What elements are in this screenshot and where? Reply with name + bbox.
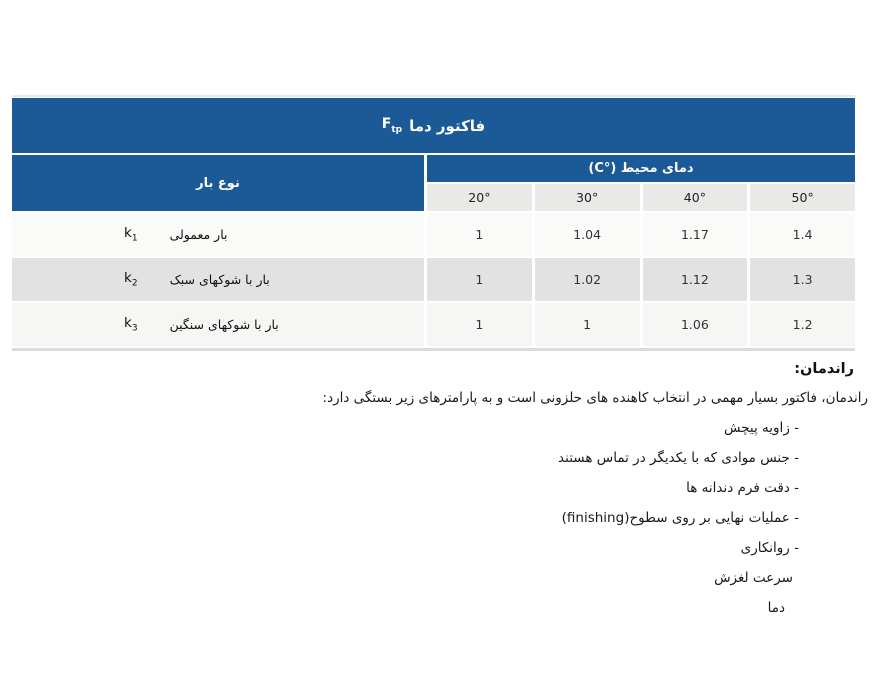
load-type-header-cell: نوع بار <box>12 155 424 211</box>
table-title-symbol: $F_{tp}$ <box>381 116 403 135</box>
load-type-cell <box>12 303 424 346</box>
temp-column-header-30: 30° <box>535 184 640 211</box>
value-cell: 1 <box>535 303 640 346</box>
table-bottom-border <box>12 348 855 351</box>
value-cell: 1.02 <box>535 258 640 301</box>
row-symbol-k3: $k_3$ <box>124 315 138 334</box>
value-cell: 1 <box>427 213 532 256</box>
efficiency-section <box>0 355 877 623</box>
efficiency-item-sliding-speed: سرعت لغزش <box>714 570 793 586</box>
efficiency-item-temperature: دما <box>767 600 785 616</box>
temp-column-header-50: 50° <box>750 184 855 211</box>
value-cell: 1 <box>427 258 532 301</box>
ambient-temp-header-cell: دمای محیط (°C) <box>427 155 855 182</box>
value-cell: 1.06 <box>643 303 748 346</box>
efficiency-intro: راندمان، فاکتور بسیار مهمی در انتخاب کاهنده های حلزونی است و به پارامترهای زیر بستگی دارد: <box>322 390 868 406</box>
row-label: بار با شوکهای سبک <box>169 272 270 287</box>
load-type-cell <box>12 213 424 256</box>
value-cell: 1.2 <box>750 303 855 346</box>
table-row-k1 <box>12 213 855 256</box>
table-top-border <box>12 95 855 97</box>
value-cell: 1 <box>427 303 532 346</box>
value-cell: 1.4 <box>750 213 855 256</box>
table-row-k3 <box>12 303 855 346</box>
efficiency-bullet-lubrication: - روانکاری <box>740 540 799 556</box>
efficiency-bullet-finishing: - عملیات نهایی بر روی سطوح(finishing) <box>561 510 799 526</box>
value-cell: 1.17 <box>643 213 748 256</box>
value-cell: 1.12 <box>643 258 748 301</box>
row-symbol-k1: $k_1$ <box>124 225 138 244</box>
temperature-factor-table <box>12 95 855 351</box>
temp-columns-row <box>427 184 855 211</box>
temp-header-group <box>427 155 855 211</box>
value-cell: 1.04 <box>535 213 640 256</box>
table-title <box>12 98 855 153</box>
temp-column-header-20: 20° <box>427 184 532 211</box>
row-label: بار معمولی <box>169 227 228 242</box>
temp-column-header-40: 40° <box>643 184 748 211</box>
row-label: بار با شوکهای سنگین <box>169 317 279 332</box>
load-type-cell <box>12 258 424 301</box>
efficiency-bullet-helix-angle: - زاویه پیچش <box>724 420 799 436</box>
value-cell: 1.3 <box>750 258 855 301</box>
row-symbol-k2: $k_2$ <box>124 270 138 289</box>
efficiency-bullet-tooth-form: - دقت فرم دندانه ها <box>686 480 799 496</box>
table-row-k2 <box>12 258 855 301</box>
efficiency-bullet-materials: - جنس موادی که با یکدیگر در تماس هستند <box>558 450 799 466</box>
efficiency-heading: راندمان: <box>794 361 854 377</box>
table-header <box>12 155 855 211</box>
table-title-text: فاکتور دما <box>409 116 486 135</box>
